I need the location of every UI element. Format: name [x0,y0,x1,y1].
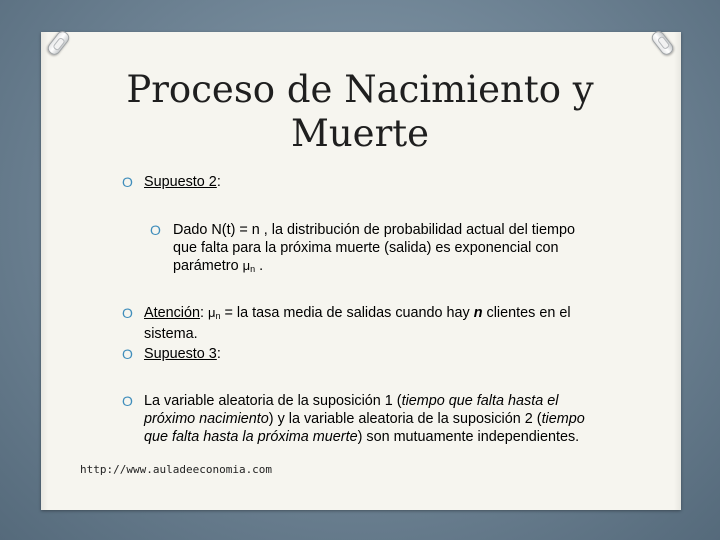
supuesto-2-label: Supuesto 2 [144,174,217,190]
supuesto-3-colon: : [216,346,221,362]
dado-text: Dado N(t) = n , la distribución de probabilidad actual del tiempo que falta para la próxima muerte (salida) es exponencial con parámetro [173,222,575,274]
dado-end: . [255,258,264,274]
sub-bullet-dado [150,221,600,278]
bullet-circle-icon: O [122,174,133,190]
bullet-circle-icon: O [122,393,133,409]
bullet-circle-icon: O [122,346,133,362]
title-line-2: Muerte [290,112,430,155]
slide-title [60,68,660,156]
variable-text-c: ) son mutuamente independientes. [357,429,580,445]
atencion-end: clientes en el sistema. [144,305,571,342]
bullet-circle-icon: O [150,222,161,238]
n-variable: n [473,305,483,321]
bullet-supuesto-3 [122,345,221,363]
supuesto-3-label: Supuesto 3 [144,346,217,362]
variable-text-b: ) y la variable aleatoria de la suposición 2 ( [268,411,542,427]
bullet-circle-icon: O [122,305,133,321]
mu-subscript: n [250,264,256,274]
variable-italic-1: tiempo que falta hasta el próximo nacimiento [144,393,559,427]
bullet-variable-aleatoria [122,392,592,446]
variable-text-a: La variable aleatoria de la suposición 1 ( [144,393,402,409]
atencion-text: = la tasa media de salidas cuando hay [220,305,474,321]
mu-subscript: n [215,311,221,321]
variable-italic-2: tiempo que falta hasta la próxima muerte [144,411,585,445]
supuesto-2-colon: : [216,174,221,190]
bullet-atencion [122,304,592,343]
title-line-1: Proceso de Nacimiento y [126,68,594,111]
atencion-label: Atención [144,305,201,321]
mu-symbol: μ [208,305,216,320]
bullet-supuesto-2 [122,173,221,191]
atencion-colon: : [200,305,209,321]
mu-symbol: μ [242,258,251,273]
source-url: http://www.auladeeconomia.com [80,463,273,476]
